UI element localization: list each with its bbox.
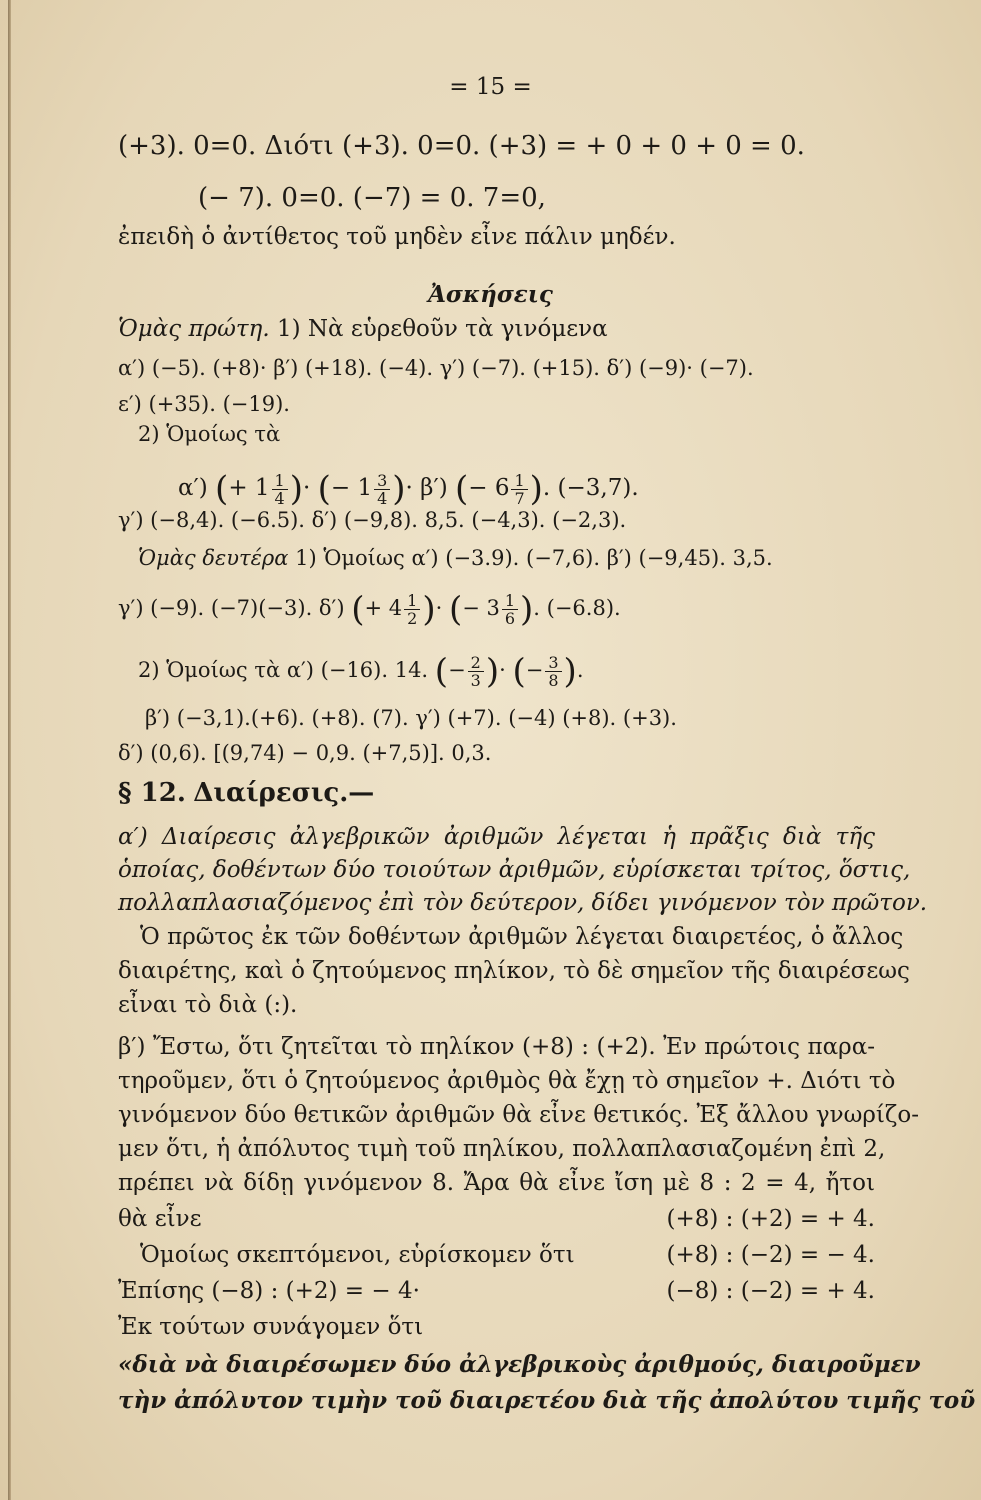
- group1-row3: γ′) (−8,4). (−6.5). δ′) (−9,8). 8,5. (−4,3). (−2,3).: [118, 508, 627, 532]
- equation-2: (+8) : (−2) = − 4.: [666, 1242, 875, 1268]
- term2-sign: − 1: [330, 475, 373, 501]
- r2-term1-sign: + 4: [364, 596, 403, 620]
- term3-sign: − 6: [468, 475, 510, 501]
- para-b-line-1: β′) Ἔστω, ὅτι ζητεῖται τὸ πηλίκον (+8) : (+2). Ἐν πρώτοις παρα-: [118, 1034, 875, 1060]
- para-b-line-2: τηροῦμεν, ὅτι ὁ ζητούμενος ἀριθμὸς θὰ ἔχῃ τὸ σημεῖον +. Διότι τὸ: [118, 1068, 896, 1094]
- group2-row2: γ′) (−9). (−7)(−3). δ′) (+ 4 $\frac{1}{2}$ )· (− 3 $\frac{1}{6}$ ). (−6.8).: [118, 589, 621, 630]
- term-tail: . (−3,7).: [542, 475, 639, 501]
- exercises-title: Ἀσκήσεις: [428, 281, 553, 308]
- fraction-1-6: $\frac{1}{6}$: [502, 592, 518, 627]
- para-b7-left: Ὁμοίως σκεπτόμενοι, εὑρίσκομεν ὅτι: [140, 1242, 575, 1268]
- para-b-line-5: πρέπει νὰ δίδῃ γινόμενον 8. Ἄρα θὰ εἶνε ἴση μὲ 8 : 2 = 4, ἤτοι: [118, 1170, 875, 1196]
- para-b-line-9: Ἐκ τούτων συνάγομεν ὅτι: [118, 1314, 424, 1340]
- group1-fraction-row: α′) (+ 1 $\frac{1}{4}$ )· (− 1 $\frac{3}{4}$ )· β′) (− 6 $\frac{1}{7}$ ). (−3,7).: [178, 469, 639, 509]
- para-a-line-5: διαιρέτης, καὶ ὁ ζητούμενος πηλίκον, τὸ δὲ σημεῖον τῆς διαιρέσεως: [118, 958, 910, 984]
- para-a-line-2: ὁποίας, δοθέντων δύο τοιούτων ἀριθμῶν, εὑρίσκεται τρίτος, ὅστις,: [118, 857, 911, 883]
- group2-label: Ὁμὰς δευτέρα: [138, 546, 289, 570]
- section-number: § 12.: [118, 778, 186, 808]
- group2-q2-text: 2) Ὁμοίως τὰ α′) (−16). 14.: [138, 658, 429, 682]
- group1-row2: ε′) (+35). (−19).: [118, 392, 290, 416]
- group2-row2-prefix: γ′) (−9). (−7)(−3). δ′): [118, 596, 345, 620]
- group2-row2-tail: . (−6.8).: [533, 596, 621, 620]
- fraction-1-7: $\frac{1}{7}$: [511, 472, 527, 507]
- label-a: α′): [178, 475, 208, 501]
- group1-header: [118, 314, 918, 344]
- term1-sign: + 1: [228, 475, 270, 501]
- intro-line-3: ἐπειδὴ ὁ ἀντίθετος τοῦ μηδὲν εἶνε πάλιν μηδέν.: [118, 224, 676, 250]
- group2-row4: β′) (−3,1).(+6). (+8). (7). γ′) (+7). (−4) (+8). (+3).: [145, 706, 677, 730]
- section-title: Διαίρεσις.—: [193, 778, 375, 808]
- r2-term2-sign: − 3: [462, 596, 500, 620]
- fraction-3-8: $\frac{3}{8}$: [545, 654, 561, 689]
- group1-label: Ὁμὰς πρώτη.: [118, 316, 270, 342]
- group1-row1: α′) (−5). (+8)· β′) (+18). (−4). γ′) (−7). (+15). δ′) (−9)· (−7).: [118, 356, 754, 380]
- page-number: = 15 =: [449, 74, 532, 100]
- para-b-line-3: γινόμενον δύο θετικῶν ἀριθμῶν θὰ εἶνε θετικός. Ἐξ ἄλλου γνωρίζο-: [118, 1102, 920, 1128]
- page-edge: [8, 0, 11, 1500]
- intro-line-1: (+3). 0=0. Διότι (+3). 0=0. (+3) = + 0 + 0 + 0 = 0.: [118, 131, 805, 161]
- group2-row5: δ′) (0,6). [(9,74) − 0,9. (+7,5)]. 0,3.: [118, 741, 492, 765]
- intro-line-2: (− 7). 0=0. (−7) = 0. 7=0,: [198, 183, 546, 213]
- fraction-1-2: $\frac{1}{2}$: [404, 592, 420, 627]
- group1-q2: 2) Ὁμοίως τὰ: [138, 422, 281, 446]
- para-b6-left: θὰ εἶνε: [118, 1206, 202, 1232]
- fraction-1-4: $\frac{1}{4}$: [272, 472, 288, 507]
- para-a-line-1: α′) Διαίρεσις ἀλγεβρικῶν ἀριθμῶν λέγεται ἡ πρᾶξις διὰ τῆς: [118, 824, 875, 850]
- group2-row1-text: 1) Ὁμοίως α′) (−3.9). (−7,6). β′) (−9,45). 3,5.: [295, 546, 773, 570]
- para-b-line-7: [140, 1240, 875, 1270]
- rule-line-1: «διὰ νὰ διαιρέσωμεν δύο ἀλγεβρικοὺς ἀριθμούς, διαιροῦμεν: [118, 1351, 921, 1378]
- para-a-line-3: πολλαπλασιαζόμενος ἐπὶ τὸν δεύτερον, δίδει γινόμενον τὸν πρῶτον.: [118, 890, 928, 916]
- para-b-line-8: [118, 1276, 875, 1306]
- group1-text: 1) Νὰ εὑρεθοῦν τὰ γινόμενα: [276, 316, 608, 342]
- para-a-line-6: εἶναι τὸ διὰ (:).: [118, 992, 298, 1018]
- group2-row1: [138, 543, 938, 573]
- para-b-line-6: [118, 1204, 875, 1234]
- equation-1: (+8) : (+2) = + 4.: [666, 1206, 875, 1232]
- fraction-2-3: $\frac{2}{3}$: [468, 654, 484, 689]
- para-a-line-4: Ὁ πρῶτος ἐκ τῶν δοθέντων ἀριθμῶν λέγεται διαιρετέος, ὁ ἄλλος: [140, 924, 904, 950]
- fraction-3-4: $\frac{3}{4}$: [374, 472, 390, 507]
- para-b8-left: Ἐπίσης (−8) : (+2) = − 4·: [118, 1278, 420, 1304]
- equation-3: (−8) : (−2) = + 4.: [666, 1278, 875, 1304]
- section-header: [118, 778, 918, 809]
- label-b: β′): [420, 475, 448, 501]
- group2-q2: 2) Ὁμοίως τὰ α′) (−16). 14. (− $\frac{2}{3}$ )· (− $\frac{3}{8}$ ).: [138, 651, 584, 692]
- para-b-line-4: μεν ὅτι, ἡ ἀπόλυτος τιμὴ τοῦ πηλίκου, πολλαπλασιαζομένη ἐπὶ 2,: [118, 1136, 886, 1162]
- rule-line-2: τὴν ἀπόλυτον τιμὴν τοῦ διαιρετέου διὰ τῆς ἀπολύτου τιμῆς τοῦ: [118, 1387, 976, 1414]
